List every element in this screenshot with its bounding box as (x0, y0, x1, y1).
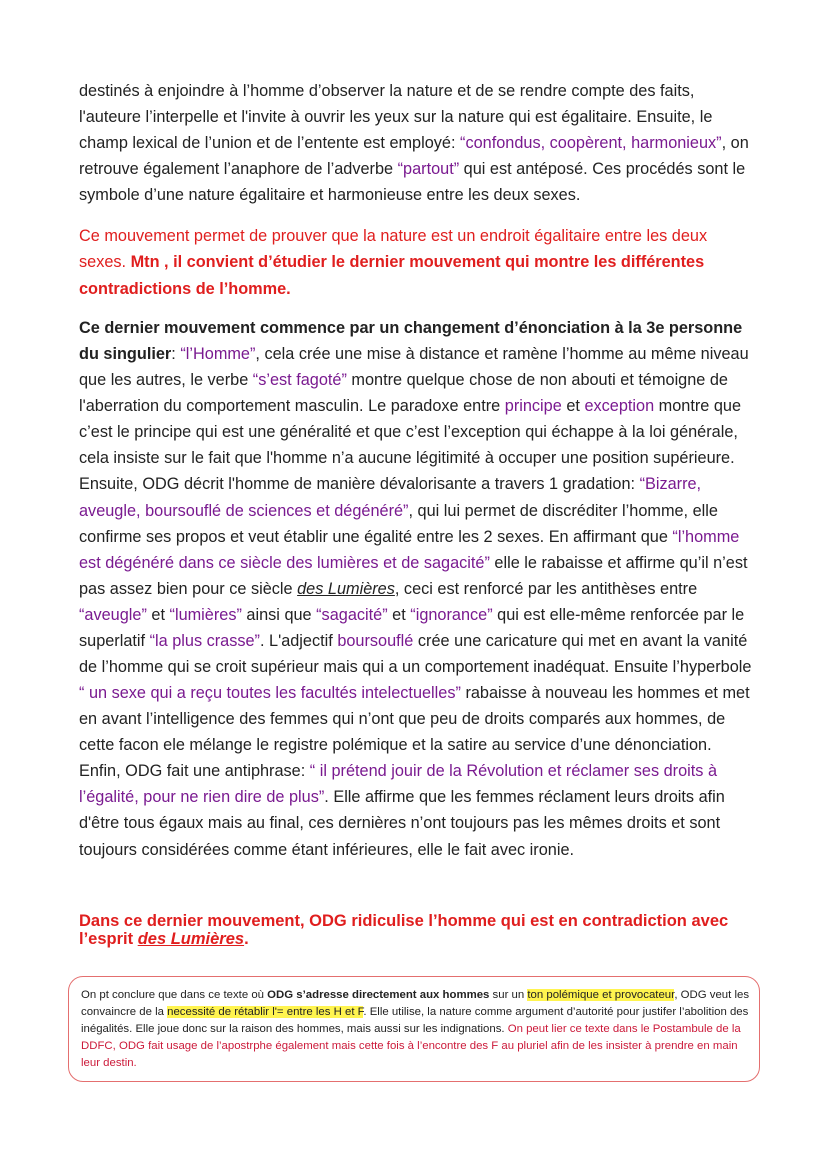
text-run: , cela crée une mise à distance et ramène l’homme au même niveau que les autres, le verbe (79, 345, 749, 390)
text-run: crée une caricature qui met en avant la vanité de l’homme qui se croit supérieur mais qui a un comportement inadéquat. Ensuite l’hyperbole (79, 631, 752, 677)
bold-text: ODG s’adresse directement aux hommes (267, 989, 490, 1001)
text-run: , qui lui permet de discréditer l’homme, elle confirme ses propos et veut établir une égalité entre les 2 sexes. En affirmant que (79, 501, 718, 546)
text-run: qui est elle-même renforcée par le superlatif (79, 605, 745, 650)
quotation: “sagacité” (316, 605, 388, 624)
quotation: “l’Homme” (180, 345, 256, 364)
conclusion-box-text (81, 987, 757, 1072)
quotation: “l’homme est dégénéré dans ce siècle des lumières et de sagacité” (79, 527, 740, 572)
quotation: “ il prétend jouir de la Révolution et réclamer ses droits à l’égalité, pour ne rien dire de plus” (79, 762, 718, 807)
text-run: . L'adjectif (259, 631, 338, 650)
text-run: , on retrouve également l’anaphore de l’adverbe (79, 134, 749, 179)
movement-conclusion (79, 912, 754, 948)
text-run: On pt conclure que dans ce texte où (81, 989, 268, 1001)
conclusion-text: . (244, 930, 249, 948)
quotation: “s’est fagoté” (252, 371, 347, 390)
quotation: boursouflé (337, 631, 414, 650)
highlighted-text: necessité de rétablir l'= entre les H et F (167, 1006, 364, 1018)
quotation: “lumières” (169, 605, 242, 624)
quotation: “confondus, coopèrent, harmonieux” (460, 134, 722, 153)
text-run: : (171, 345, 181, 364)
text-run: ainsi que (241, 605, 317, 624)
text-run: sur un (489, 989, 528, 1001)
transition-bold-text: Mtn , il convient d’étudier le dernier mouvement qui montre les différentes contradictions de l’homme. (79, 253, 705, 298)
text-run: , ODG veut les convaincre de la (81, 989, 750, 1018)
quotation: “aveugle” (79, 605, 147, 624)
text-run: , ceci est renforcé par les antithèses entre (394, 579, 698, 598)
quotation: “partout” (397, 160, 460, 179)
text-run: et (387, 605, 411, 624)
text-run: . Elle utilise, la nature comme argument d’autorité pour justifer l’abolition des inégalités. Elle joue donc sur la raison des hommes, mais aussi sur les indignations. (81, 1006, 749, 1035)
text-run: et (561, 397, 585, 416)
quotation: “ignorance” (410, 605, 493, 624)
text-run: montre quelque chose de non abouti et témoigne de l'aberration du comportement masculin. Le paradoxe entre (79, 371, 728, 416)
emphasis-lumieres: des Lumières (297, 579, 395, 598)
quotation: “Bizarre, aveugle, boursouflé de sciences et dégénéré” (79, 475, 702, 520)
text-run: elle le rabaisse et affirme qu’il n’est pas assez bien pour ce siècle (79, 553, 748, 598)
text-run: montre que c’est le principe qui est une généralité et que c’est l’exception qui échappe à la loi générale, cela insiste sur le fait que l'homme n’a aucune légitimité à occuper une position supérieure. Ensuite, ODG décrit l'homme de manière dévalorisante a travers 1 gradation: (79, 397, 742, 494)
text-run: qui est antéposé. Ces procédés sont le symbole d’une nature égalitaire et harmonieuse entre les deux sexes. (79, 160, 746, 205)
quotation: principe (504, 397, 562, 416)
text-run: destinés à enjoindre à l’homme d’observer la nature et de se rendre compte des faits, l'auteure l’interpelle et l'invite à ouvrir les yeux sur la nature qui est égalitaire. Ensuite, le champ lexical de l’union et de l’entente est employé: (79, 82, 713, 153)
quotation: “la plus crasse” (149, 631, 260, 650)
conclusion-box (68, 976, 760, 1082)
highlighted-text: ton polémique et provocateur (527, 989, 675, 1001)
transition-text: Ce mouvement permet de prouver que la nature est un endroit égalitaire entre les deux sexes. (79, 227, 708, 272)
analysis-paragraph-last-movement (79, 315, 754, 863)
quotation: exception (584, 397, 655, 416)
text-run: et (146, 605, 170, 624)
paragraph-lead: Ce dernier mouvement commence par un changement d’énonciation à la 3e personne du singulier (79, 319, 743, 364)
quotation: “ un sexe qui a reçu toutes les facultés intelectuelles” (79, 684, 461, 703)
analysis-paragraph-nature (79, 78, 754, 208)
conclusion-text: Dans ce dernier mouvement, ODG ridiculise l’homme qui est en contradiction avec l’esprit (79, 912, 729, 948)
text-run: rabaisse à nouveau les hommes et met en avant l’intelligence des femmes qui n’ont que peu de droits comparés aux hommes, de cette facon ele mélange le registre polémique et la satire au service d’une dénonciation. Enfin, ODG fait une antiphrase: (79, 684, 750, 781)
emphasis-lumieres: des Lumières (137, 930, 245, 948)
text-run: . Elle affirme que les femmes réclament leurs droits afin d'être tous égaux mais au final, ces dernières n’ont toujours pas les mêmes droits et sont toujours considérées comme étant inférieures, elle le fait avec ironie. (79, 788, 725, 859)
transition-paragraph (79, 223, 754, 302)
red-text: On peut lier ce texte dans le Postambule de la DDFC, ODG fait usage de l’apostrphe également mais cette fois à l’encontre des F au pluriel afin de les insister à prendre en main leur destin. (81, 1023, 741, 1069)
